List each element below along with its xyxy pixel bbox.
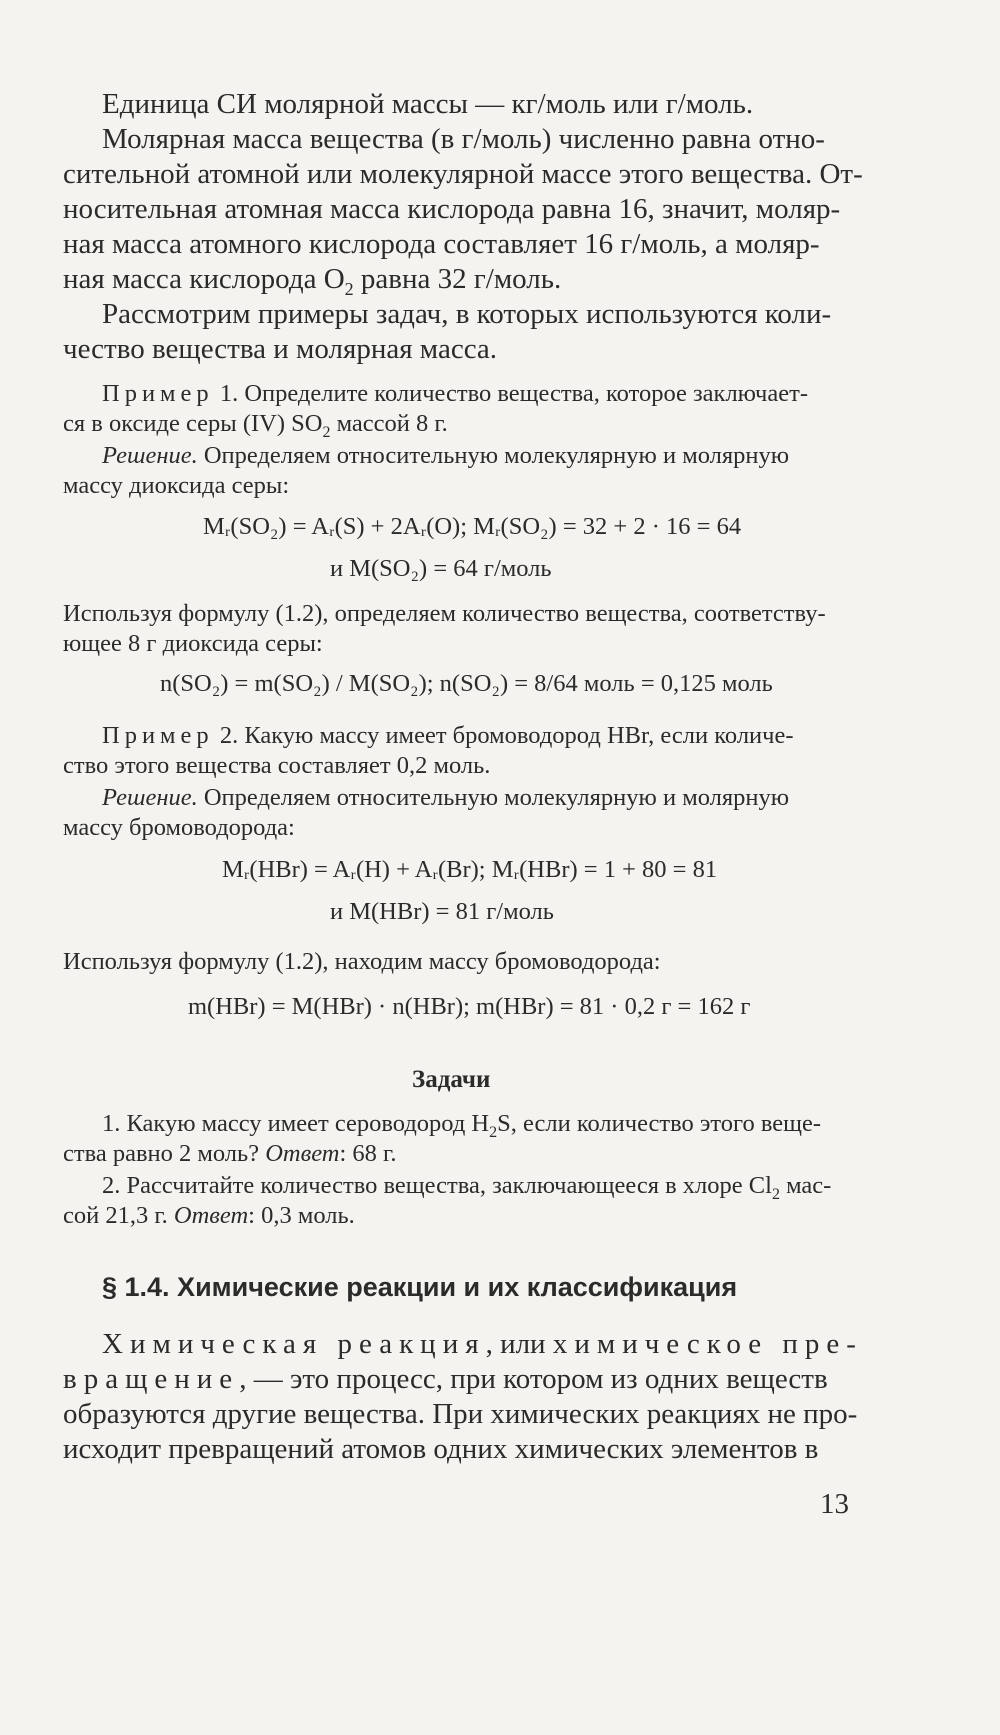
task-line: ства равно 2 моль? Ответ: 68 г. <box>63 1140 397 1167</box>
formula: и M(SO₂) = 64 г/моль <box>330 555 552 582</box>
example-label: Пример <box>102 380 214 407</box>
example-2-line: ство этого вещества составляет 0,2 моль. <box>63 752 491 779</box>
paragraph-line: ная масса атомного кислорода составляет 16 г/моль, а моляр- <box>63 228 820 260</box>
paragraph-line: Используя формулу (1.2), находим массу бромоводорода: <box>63 948 661 975</box>
formula: m(HBr) = M(HBr) · n(HBr); m(HBr) = 81 · 0,2 г = 162 г <box>188 993 751 1020</box>
example-1-line: Пример 1. Определите количество вещества, которое заключает- <box>102 380 808 407</box>
task-line: 2. Рассчитайте количество вещества, заключающееся в хлоре $Cl_2$ мас- <box>102 1172 832 1203</box>
task-line: сой 21,3 г. Ответ: 0,3 моль. <box>63 1202 355 1229</box>
example-label: Пример <box>102 722 214 749</box>
solution-line: Решение. Определяем относительную молекулярную и молярную <box>102 784 790 811</box>
paragraph-line: ная масса кислорода $O_2$ равна 32 г/моль. <box>63 263 562 299</box>
solution-line: массу диоксида серы: <box>63 472 290 499</box>
tasks-title: Задачи <box>412 1066 491 1093</box>
paragraph-line: сительной атомной или молекулярной массе этого вещества. От- <box>63 158 863 190</box>
formula: Mᵣ(SO₂) = Aᵣ(S) + 2Aᵣ(O); Mᵣ(SO₂) = 32 + 2 · 16 = 64 <box>203 513 742 540</box>
solution-label: Решение. <box>102 442 198 469</box>
paragraph-line: Химическая реакция, или химическое пре- <box>102 1328 863 1360</box>
paragraph-line: Используя формулу (1.2), определяем количество вещества, соответству- <box>63 600 826 627</box>
paragraph-line: исходит превращений атомов одних химических элементов в <box>63 1433 819 1465</box>
paragraph-line: чество вещества и молярная масса. <box>63 333 498 365</box>
example-1-line: ся в оксиде серы (IV) $SO_2$ массой 8 г. <box>63 410 448 441</box>
solution-line: массу бромоводорода: <box>63 814 295 841</box>
formula: и M(HBr) = 81 г/моль <box>330 898 554 925</box>
paragraph-line: Единица СИ молярной массы — кг/моль или г/моль. <box>102 88 754 120</box>
paragraph-line: Рассмотрим примеры задач, в которых используются коли- <box>102 298 832 330</box>
formula: Mᵣ(HBr) = Aᵣ(H) + Aᵣ(Br); Mᵣ(HBr) = 1 + 80 = 81 <box>222 856 718 883</box>
section-heading: § 1.4. Химические реакции и их классификация <box>102 1272 738 1302</box>
formula: n(SO₂) = m(SO₂) / M(SO₂); n(SO₂) = 8/64 моль = 0,125 моль <box>160 670 773 697</box>
solution-label: Решение. <box>102 784 198 811</box>
example-2-line: Пример 2. Какую массу имеет бромоводород HBr, если количе- <box>102 722 794 749</box>
paragraph-line: носительная атомная масса кислорода равна 16, значит, моляр- <box>63 193 841 225</box>
paragraph-line: Молярная масса вещества (в г/моль) численно равна отно- <box>102 123 825 155</box>
paragraph-line: образуются другие вещества. При химических реакциях не про- <box>63 1398 858 1430</box>
paragraph-line: ющее 8 г диоксида серы: <box>63 630 323 657</box>
solution-line: Решение. Определяем относительную молекулярную и молярную <box>102 442 790 469</box>
task-line: 1. Какую массу имеет сероводород $H_2S$, если количество этого веще- <box>102 1110 822 1141</box>
paragraph-line: вращение, — это процесс, при котором из одних веществ <box>63 1363 828 1395</box>
page-number: 13 <box>820 1488 849 1520</box>
